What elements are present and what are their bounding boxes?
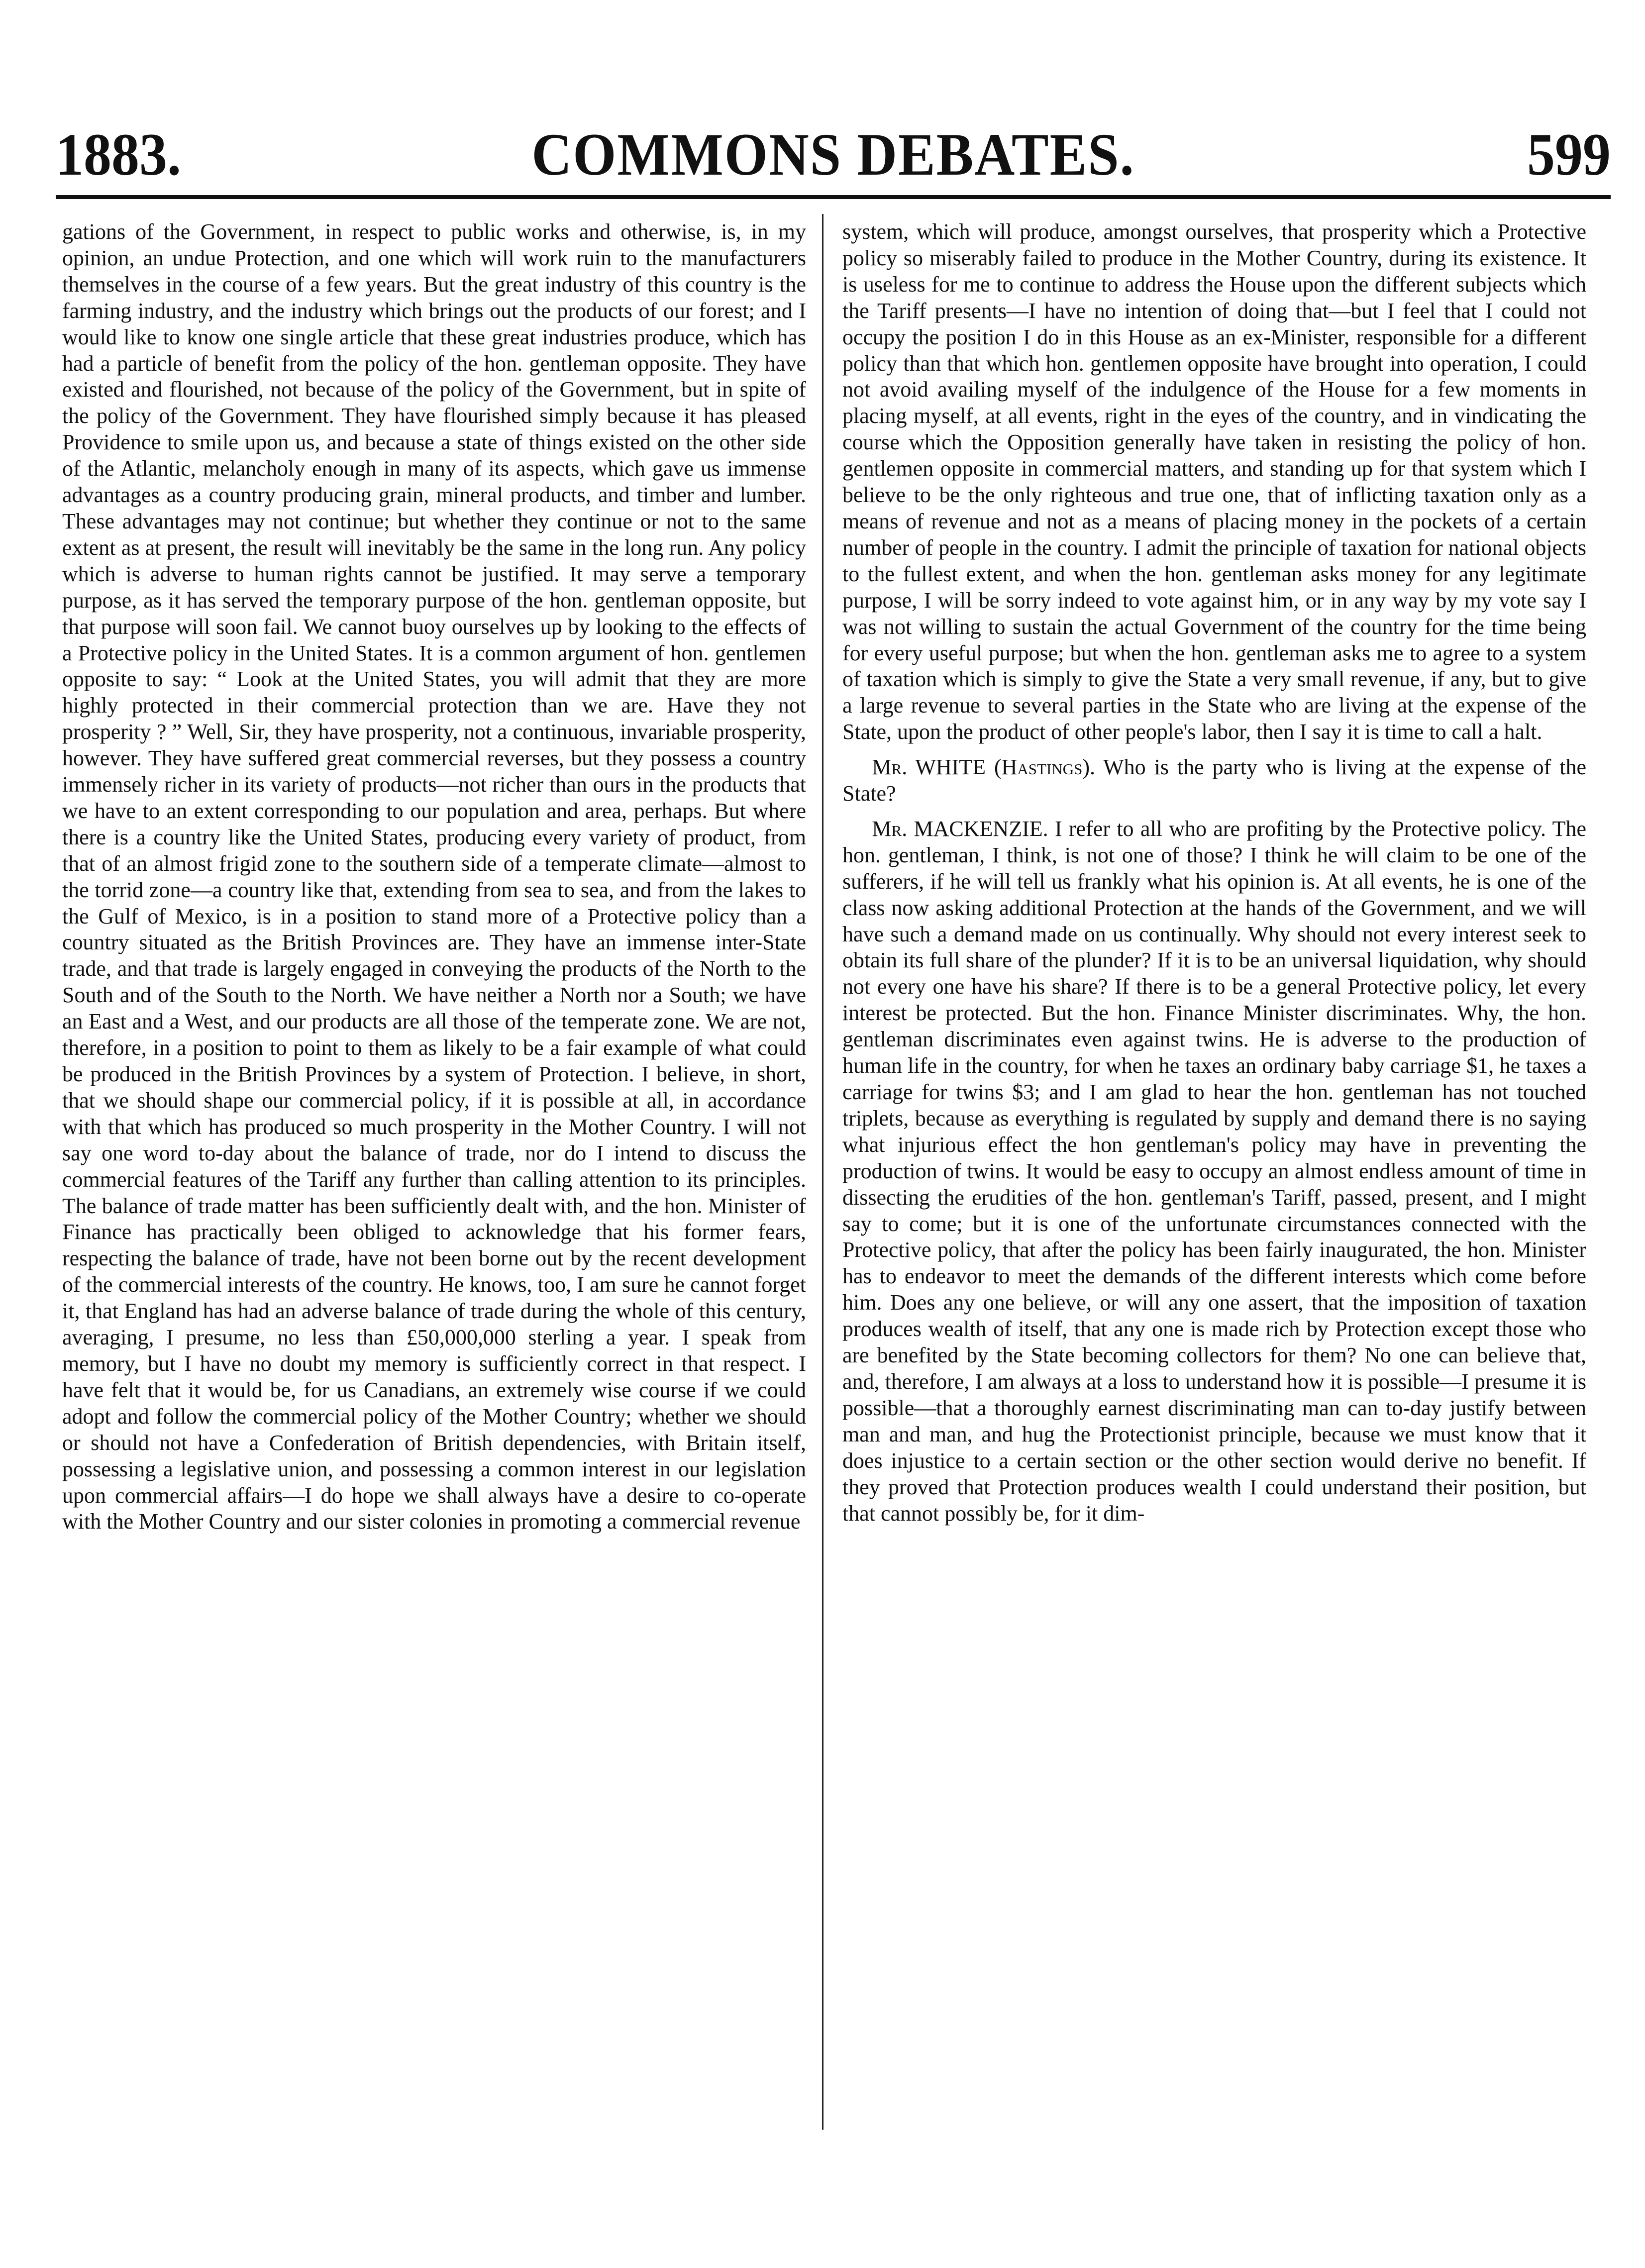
right-paragraph-continuation: system, which will produce, amongst ourselves, that prosperity which a Protective policy so miserably failed to produce in the Mother Country, during its existence. It is useless for me to continue to address the House upon the different subjects which the Tariff presents—I have no intention of doing that—but I feel that I could not occupy the position I do in this House as an ex-Minister, responsible for a different policy than that which hon. gentlemen opposite have brought into operation, I could not avoid availing myself of the indulgence of the House for a few moments in placing myself, at all events, right in the eyes of the country, and in vindicating the course which the Opposition generally have taken in resisting the policy of hon. gentlemen opposite in commercial matters, and standing up for that system which I believe to be the only righteous and true one, that of inflicting taxation only as a means of revenue and not as a means of placing money in the pockets of a certain number of people in the country. I admit the principle of taxation for national objects to the fullest extent, and when the hon. gentleman asks money for any legitimate purpose, I will be sorry indeed to vote against him, or in any way by my vote say I was not willing to sustain the actual Government of the country for the time being for every useful purpose; but when the hon. gentleman asks me to agree to a system of taxation which is simply to give the State a very small revenue, if any, but to give a large revenue to several parties in the State who are living at the expense of the State, upon the product of other people's labor, then I say it is time to call a halt. [842, 219, 1586, 744]
header-title: COMMONS DEBATES. [531, 121, 1135, 188]
speech-white [842, 754, 1586, 807]
speech-mackenzie [842, 816, 1586, 1527]
column-divider [822, 214, 823, 2130]
header-rule [56, 195, 1611, 199]
header-page-number: 599 [1527, 121, 1611, 188]
right-column [842, 219, 1586, 1527]
header-year: 1883. [56, 121, 181, 188]
left-column [62, 219, 806, 1535]
speech-text: I refer to all who are profiting by the Protective policy. The hon. gentleman, I think, is not one of those? I think he will claim to be one of the sufferers, if he will tell us frankly what his opinion is. At all events, he is one of the class now asking additional Protection at the hands of the Government, and we will have such a demand made on us continually. Why should not every interest seek to obtain its full share of the plunder? If it is to be an universal liquidation, why should not every one have his share? If there is to be a general Protective policy, let every interest be protected. But the hon. Finance Minister discriminates. Why, the hon. gentleman discriminates even against twins. He is adverse to the production of human life in the country, for when he taxes an ordinary baby carriage $1, he taxes a carriage for twins $3; and I am glad to hear the hon. gentleman has not touched triplets, because as everything is regulated by supply and demand there is no saying what injurious effect the hon gentleman's policy may have in preventing the production of twins. It would be easy to occupy an almost endless amount of time in dissecting the erudities of the hon. gentleman's Tariff, passed, present, and I might say to come; but it is one of the unfortunate circumstances connected with the Protective policy, that after the policy has been fairly inaugurated, the hon. Minister has to endeavor to meet the demands of the different interests which come before him. Does any one believe, or will any one assert, that the imposition of taxation produces wealth of itself, that any one is made rich by Protection except those who are benefited by the State becoming collectors for them? No one can believe that, and, therefore, I am always at a loss to understand how it is possible—I presume it is possible—that a thoroughly earnest discriminating man can to-day justify between man and man, and hug the Protectionist principle, because we must know that it does injustice to a certain section or the other section would derive no benefit. If they proved that Protection produces wealth I could understand their position, but that cannot possibly be, for it dim- [842, 816, 1586, 1526]
page-header [56, 114, 1611, 195]
left-paragraph: gations of the Government, in respect to public works and otherwise, is, in my opinion, an undue Protection, and one which will work ruin to the manufacturers themselves in the course of a few years. But the great industry of this country is the farming industry, and the industry which brings out the products of our forest; and I would like to know one single article that these great industries produce, which has had a particle of benefit from the policy of the hon. gentleman opposite. They have existed and flourished, not because of the policy of the Government, but in spite of the policy of the Government. They have flourished simply because it has pleased Providence to smile upon us, and because a state of things existed on the other side of the Atlantic, melancholy enough in many of its aspects, which gave us immense advantages as a country producing grain, mineral products, and timber and lumber. These advantages may not continue; but whether they continue or not to the same extent as at present, the result will inevitably be the same in the long run. Any policy which is adverse to human rights cannot be justified. It may serve a temporary purpose, as it has served the temporary purpose of the hon. gentleman opposite, but that purpose will soon fail. We cannot buoy ourselves up by looking to the effects of a Protective policy in the United States. It is a common argument of hon. gentlemen opposite to say: “ Look at the United States, you will admit that they are more highly protected in their commercial protection than we are. Have they not prosperity ? ” Well, Sir, they have prosperity, not a continuous, invariable prosperity, however. They have suffered great commercial reverses, but they possess a country immensely richer in its variety of products—not richer than ours in the products that we have to an extent corresponding to our population and area, perhaps. But where there is a country like the United States, producing every variety of product, from that of an almost frigid zone to the southern side of a temperate climate—almost to the torrid zone—a country like that, extending from sea to sea, and from the lakes to the Gulf of Mexico, is in a position to stand more of a Protective policy than a country situated as the British Provinces are. They have an immense inter-State trade, and that trade is largely engaged in conveying the products of the North to the South and of the South to the North. We have neither a North nor a South; we have an East and a West, and our products are all those of the temperate zone. We are not, therefore, in a position to point to them as likely to be a fair example of what could be produced in the British Provinces by a system of Protection. I believe, in short, that we should shape our commercial policy, if it is possible at all, in accordance with that which has produced so much prosperity in the Mother Country. I will not say one word to-day about the balance of trade, nor do I intend to discuss the commercial features of the Tariff any further than calling attention to its principles. The balance of trade matter has been sufficiently dealt with, and the hon. Minister of Finance has practically been obliged to acknowledge that his former fears, respecting the balance of trade, have not been borne out by the recent development of the commercial interests of the country. He knows, too, I am sure he cannot forget it, that England has had an adverse balance of trade during the whole of this century, averaging, I presume, no less than £50,000,000 sterling a year. I speak from memory, but I have no doubt my memory is sufficiently correct in that respect. I have felt that it would be, for us Canadians, an extremely wise course if we could adopt and follow the commercial policy of the Mother Country; whether we should or should not have a Confederation of British dependencies, with Britain itself, possessing a legislative union, and possessing a common interest in our legislation upon commercial affairs—I do hope we shall always have a desire to co-operate with the Mother Country and our sister colonies in promoting a commercial revenue [62, 219, 806, 1534]
speech-text: Who is the party who is living at the expense of the State? [842, 755, 1586, 806]
speaker-name: Mr. MACKENZIE. [872, 816, 1048, 841]
speaker-name: Mr. WHITE (Hastings). [872, 755, 1095, 780]
